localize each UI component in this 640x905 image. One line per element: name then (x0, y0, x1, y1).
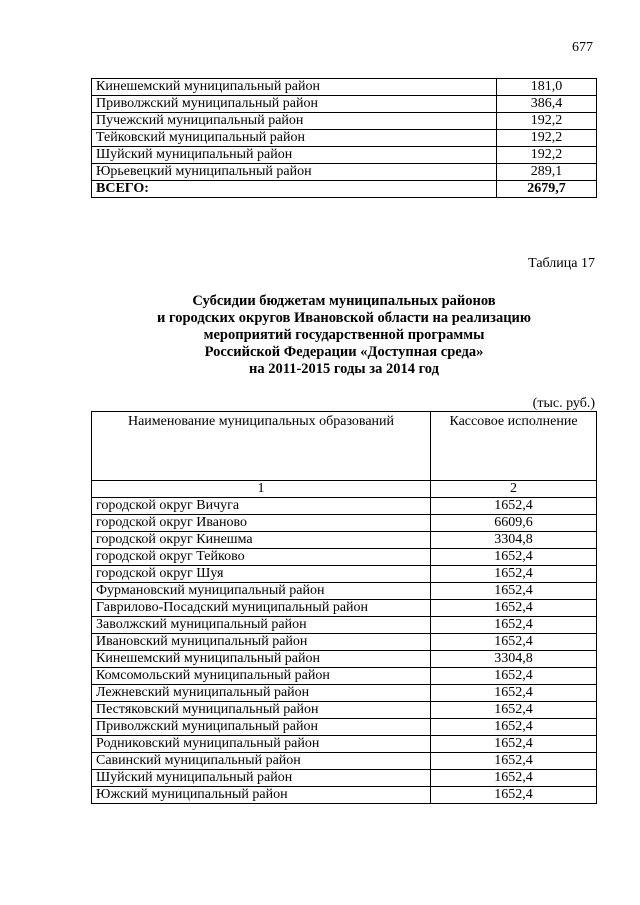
amount-value: 1652,4 (431, 685, 597, 702)
table-row (92, 719, 597, 736)
column-number-row (92, 481, 597, 498)
table-row (92, 583, 597, 600)
header-name: Наименование муниципальных образований (92, 412, 431, 481)
amount-value: 1652,4 (431, 498, 597, 515)
table-row (92, 617, 597, 634)
municipality-name: Пестяковский муниципальный район (92, 702, 431, 719)
amount-value: 192,2 (497, 130, 597, 147)
column-number-2: 2 (431, 481, 597, 498)
municipality-name: Шуйский муниципальный район (92, 770, 431, 787)
table-row (92, 181, 597, 198)
amount-value: 1652,4 (431, 617, 597, 634)
municipality-name: Юрьевецкий муниципальный район (92, 164, 497, 181)
table-caption: Таблица 17 (528, 256, 595, 271)
amount-value: 192,2 (497, 147, 597, 164)
amount-value: 1652,4 (431, 753, 597, 770)
amount-value: 1652,4 (431, 583, 597, 600)
municipality-name: Гаврилово-Посадский муниципальный район (92, 600, 431, 617)
municipality-name: Южский муниципальный район (92, 787, 431, 804)
municipality-name: Фурмановский муниципальный район (92, 583, 431, 600)
table-row (92, 79, 597, 96)
table-row (92, 549, 597, 566)
table-row (92, 634, 597, 651)
table-row (92, 515, 597, 532)
municipality-name: Савинский муниципальный район (92, 753, 431, 770)
subsidy-table (91, 411, 597, 804)
units-label: (тыс. руб.) (532, 396, 595, 411)
amount-value: 386,4 (497, 96, 597, 113)
table-title-line: Субсидии бюджетам муниципальных районов (192, 293, 496, 309)
amount-value: 289,1 (497, 164, 597, 181)
table-row (92, 498, 597, 515)
table-row (92, 685, 597, 702)
table-row (92, 96, 597, 113)
amount-value: 1652,4 (431, 566, 597, 583)
amount-value: 1652,4 (431, 787, 597, 804)
table-row (92, 668, 597, 685)
municipality-name: Приволжский муниципальный район (92, 96, 497, 113)
table-row (92, 753, 597, 770)
amount-value: 1652,4 (431, 634, 597, 651)
municipality-name: городской округ Тейково (92, 549, 431, 566)
amount-value: 1652,4 (431, 770, 597, 787)
table-row (92, 147, 597, 164)
table-title (91, 293, 597, 378)
table-row (92, 130, 597, 147)
municipality-name: Кинешемский муниципальный район (92, 651, 431, 668)
municipality-name: Заволжский муниципальный район (92, 617, 431, 634)
municipality-name: Тейковский муниципальный район (92, 130, 497, 147)
table-header-row (92, 412, 597, 481)
table-title-line: и городских округов Ивановской области на реализацию (157, 310, 531, 326)
municipality-name: Шуйский муниципальный район (92, 147, 497, 164)
table-title-line: мероприятий государственной программы (203, 327, 485, 343)
table-row (92, 532, 597, 549)
municipality-name: городской округ Кинешма (92, 532, 431, 549)
municipality-name: городской округ Иваново (92, 515, 431, 532)
table-row (92, 113, 597, 130)
municipality-name: городской округ Вичуга (92, 498, 431, 515)
amount-value: 6609,6 (431, 515, 597, 532)
municipality-name: Кинешемский муниципальный район (92, 79, 497, 96)
municipality-name: городской округ Шуя (92, 566, 431, 583)
municipality-name: Пучежский муниципальный район (92, 113, 497, 130)
table-row (92, 770, 597, 787)
amount-value: 181,0 (497, 79, 597, 96)
table-row (92, 566, 597, 583)
municipality-name: Приволжский муниципальный район (92, 719, 431, 736)
amount-value: 1652,4 (431, 736, 597, 753)
subsidy-table-continued-body (92, 79, 597, 198)
amount-value: 1652,4 (431, 668, 597, 685)
subsidy-table-continued (91, 78, 597, 198)
amount-value: 192,2 (497, 113, 597, 130)
header-value: Кассовое исполнение (431, 412, 597, 481)
subsidy-table-body (92, 412, 597, 804)
amount-value: 1652,4 (431, 600, 597, 617)
column-number-1: 1 (92, 481, 431, 498)
table-row (92, 702, 597, 719)
municipality-name: Родниковский муниципальный район (92, 736, 431, 753)
municipality-name: Комсомольский муниципальный район (92, 668, 431, 685)
amount-value: 1652,4 (431, 702, 597, 719)
municipality-name: Лежневский муниципальный район (92, 685, 431, 702)
page-number: 677 (572, 40, 593, 55)
table-title-line: Российской Федерации «Доступная среда» (204, 344, 484, 360)
table-row (92, 600, 597, 617)
amount-value: 1652,4 (431, 549, 597, 566)
amount-value: 1652,4 (431, 719, 597, 736)
table-row (92, 164, 597, 181)
table-row (92, 736, 597, 753)
table-title-line: на 2011-2015 годы за 2014 год (249, 361, 439, 377)
amount-value: 3304,8 (431, 651, 597, 668)
municipality-name: Ивановский муниципальный район (92, 634, 431, 651)
amount-value: 3304,8 (431, 532, 597, 549)
table-row (92, 651, 597, 668)
amount-value: 2679,7 (497, 181, 597, 198)
municipality-name: ВСЕГО: (92, 181, 497, 198)
table-row (92, 787, 597, 804)
